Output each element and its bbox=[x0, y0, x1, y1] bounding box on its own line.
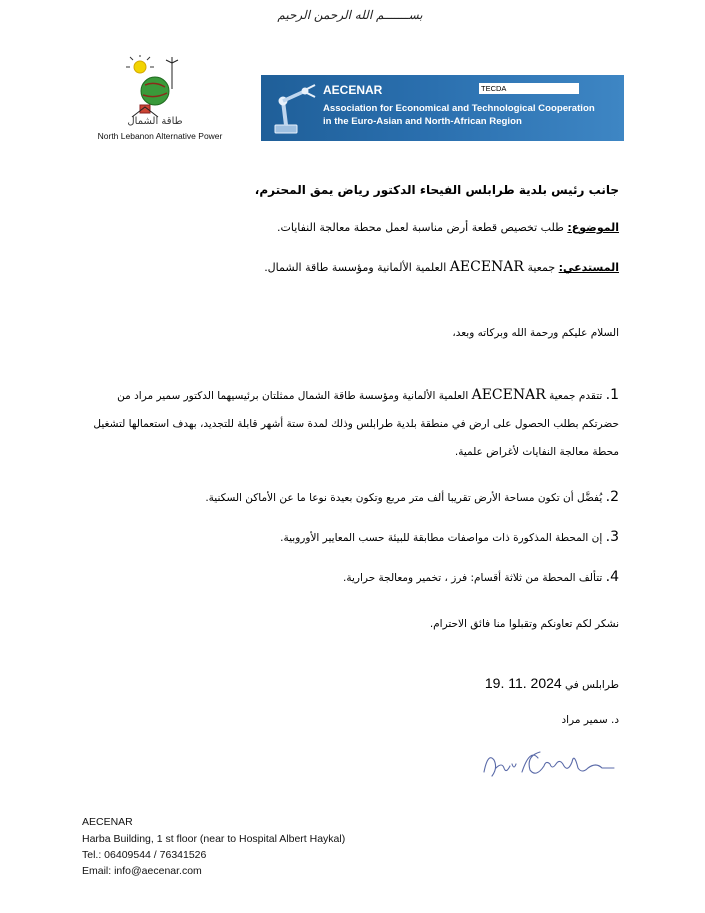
footer-org: AECENAR bbox=[82, 816, 133, 828]
footer-phone: Tel.: 06409544 / 76341526 bbox=[82, 849, 207, 861]
robot-arm-icon bbox=[265, 79, 321, 139]
paragraph-3 bbox=[79, 523, 619, 552]
paragraph-1-pre: تتقدم جمعية bbox=[545, 390, 606, 402]
footer-email: Email: info@aecenar.com bbox=[82, 865, 202, 877]
paragraph-4-text: تتألف المحطة من ثلاثة أقسام: فرز ، تخمير ومعالجة حرارية. bbox=[343, 572, 606, 584]
nlap-arabic-name: طاقة الشمال bbox=[127, 116, 183, 127]
signer-name: د. سمير مراد bbox=[561, 714, 619, 726]
paragraph-1-org: AECENAR bbox=[471, 387, 546, 403]
subject-label: الموضوع: bbox=[567, 221, 619, 234]
paragraph-3-text: إن المحطة المذكورة ذات مواصفات مطابقة للبيئة حسب المعايير الأوروبية. bbox=[280, 532, 606, 544]
paragraph-1-number: 1. bbox=[605, 387, 619, 403]
aecenar-banner bbox=[261, 75, 624, 141]
paragraph-2-number: 2. bbox=[605, 489, 619, 505]
subject-line bbox=[277, 221, 619, 234]
basmala: بســـــــم الله الرحمن الرحيم bbox=[277, 8, 423, 22]
subject-text: طلب تخصيص قطعة أرض مناسبة لعمل محطة معالجة النفايات. bbox=[276, 221, 568, 234]
closing-thanks: نشكر لكم تعاونكم وتقبلوا منا فائق الاحترام. bbox=[429, 618, 619, 630]
paragraph-1-text: العلمية الألمانية ومؤسسة طاقة الشمال ممثلتان برئيسيهما الدكتور سمير مراد من حضرتكم بطلب الحصول على ارض في منطقة بلدية طرابلس وذلك لمدة ستة أشهر قابلة للتجديد، بهدف استعمالها لتشغيل محطة معالجة النفايات لأغراض علمية. bbox=[93, 390, 619, 458]
greeting: السلام عليكم ورحمة الله وبركاته وبعد، bbox=[452, 327, 619, 339]
letter-heading: جانب رئيس بلدية طرابلس الفيحاء الدكتور رياض يمق المحترم، bbox=[254, 183, 619, 197]
banner-line-1: Association for Economical and Technological Cooperation bbox=[323, 103, 595, 114]
paragraph-2 bbox=[79, 483, 619, 512]
nlap-logo bbox=[110, 55, 200, 125]
footer-address: Harba Building, 1 st floor (near to Hospital Albert Haykal) bbox=[82, 833, 346, 845]
date-value: 19. 11. 2024 bbox=[484, 675, 562, 691]
requester-label: المستدعي: bbox=[558, 261, 619, 274]
nlap-english-name: North Lebanon Alternative Power bbox=[97, 131, 223, 141]
paragraph-2-text: يُفضَّل أن تكون مساحة الأرض تقريبا ألف متر مربع وتكون بعيدة نوعا ما عن الأماكن السكنية. bbox=[205, 492, 606, 504]
paragraph-4 bbox=[79, 563, 619, 592]
requester-org: AECENAR bbox=[449, 259, 524, 275]
signature-image bbox=[478, 738, 623, 783]
paragraph-4-number: 4. bbox=[605, 569, 619, 585]
date-line bbox=[485, 675, 619, 691]
paragraph-3-number: 3. bbox=[605, 529, 619, 545]
banner-line-2: in the Euro-Asian and North-African Region bbox=[323, 116, 522, 127]
requester-post: العلمية الألمانية ومؤسسة طاقة الشمال. bbox=[264, 261, 450, 274]
requester-line bbox=[264, 259, 619, 275]
banner-title: AECENAR bbox=[323, 83, 383, 97]
banner-tecda-box: TECDA bbox=[479, 83, 579, 94]
paragraph-1 bbox=[79, 381, 619, 466]
date-prefix: طرابلس في bbox=[561, 679, 619, 691]
requester-pre: جمعية bbox=[523, 261, 559, 274]
